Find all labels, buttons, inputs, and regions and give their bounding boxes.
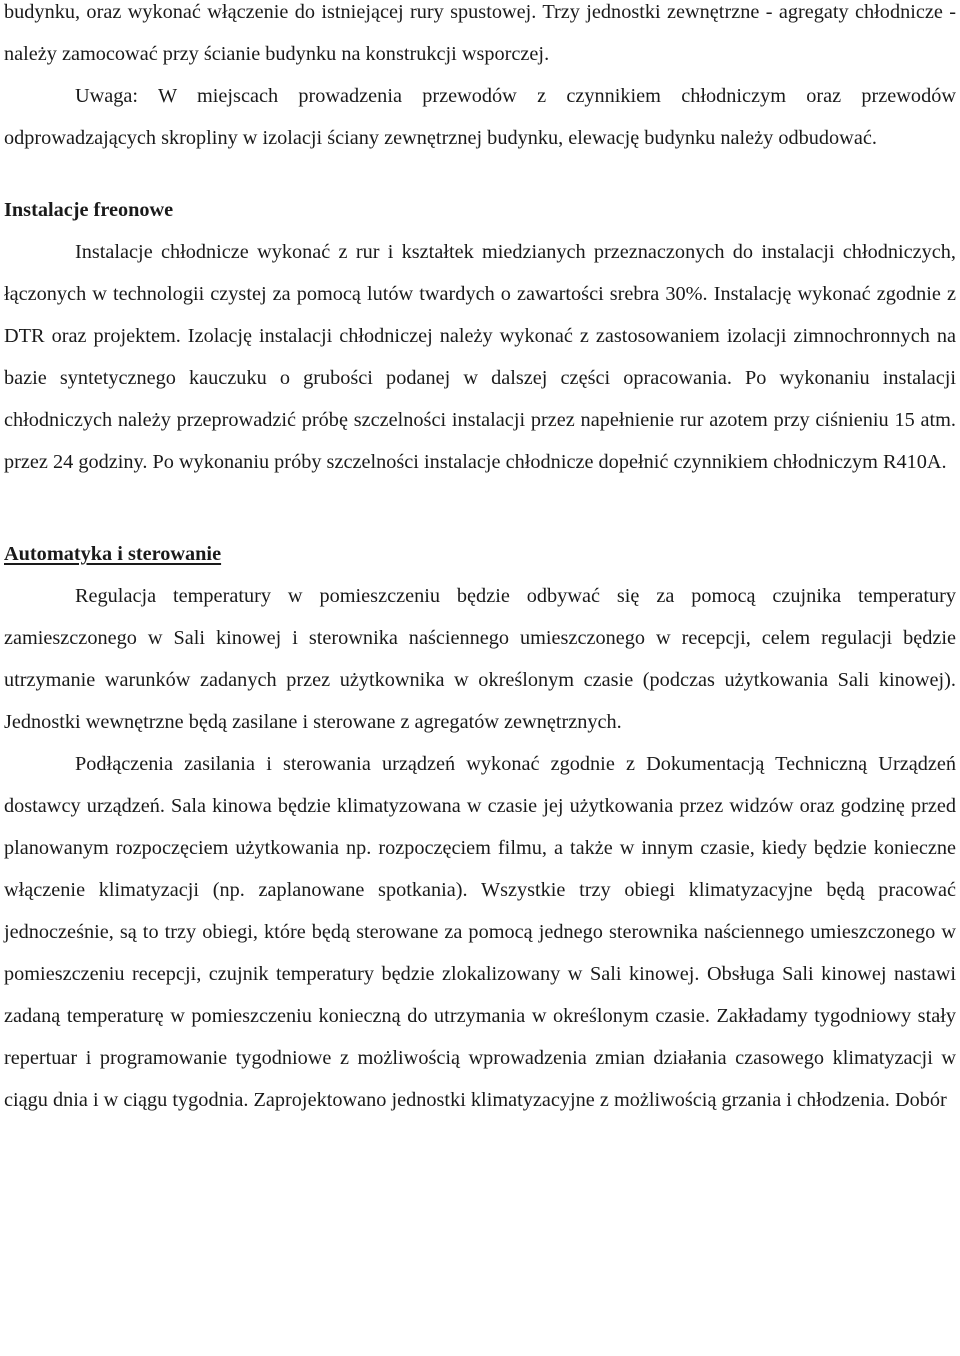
- document-page: [4, 0, 956, 1121]
- spacer: [4, 159, 956, 189]
- section-heading-automation: Automatyka i sterowanie: [4, 543, 222, 565]
- section-heading-freon: Instalacje freonowe: [4, 199, 174, 221]
- paragraph-automation-2: Podłączenia zasilania i sterowania urządzeń wykonać zgodnie z Dokumentacją Techniczną Urządzeń dostawcy urządzeń. Sala kinowa będzie klimatyzowana w czasie jej użytkowania przez widzów oraz godzinę przed planowanym rozpoczęciem użytkowania np. rozpoczęciem filmu, a także w innym czasie, kiedy będzie konieczne włączenie klimatyzacji (np. zaplanowane spotkania). Wszystkie trzy obiegi klimatyzacyjne będą pracować jednocześnie, są to trzy obiegi, które będą sterowane za pomocą jednego sterownika naściennego umieszczonego w pomieszczeniu recepcji, czujnik temperatury będzie zlokalizowany w Sali kinowej. Obsługa Sali kinowej nastawi zadaną temperaturę w pomieszczeniu konieczną do utrzymania w określonym czasie. Zakładamy tygodniowy stały repertuar i programowanie tygodniowe z możliwością wprowadzenia zmian działania czasowego klimatyzacji w ciągu dnia i w ciągu tygodnia. Zaprojektowano jednostki klimatyzacyjne z możliwością grzania i chłodzenia. Dobór: [4, 753, 956, 1111]
- paragraph-freon: Instalacje chłodnicze wykonać z rur i kształtek miedzianych przeznaczonych do instalacji chłodniczych, łączonych w technologii czystej za pomocą lutów twardych o zawartości srebra 30%. Instalację wykonać zgodnie z DTR oraz projektem. Izolację instalacji chłodniczej należy wykonać z zastosowaniem izolacji zimnochronnych na bazie syntetycznego kauczuku o grubości podanej w dalszej części opracowania. Po wykonaniu instalacji chłodniczych należy przeprowadzić próbę szczelności instalacji przez napełnienie rur azotem przy ciśnieniu 15 atm. przez 24 godziny. Po wykonaniu próby szczelności instalacje chłodnicze dopełnić czynnikiem chłodniczym R410A.: [4, 241, 956, 473]
- paragraph-continuation: budynku, oraz wykonać włączenie do istniejącej rury spustowej. Trzy jednostki zewnętrzne - agregaty chłodnicze - należy zamocować przy ścianie budynku na konstrukcji wsporczej.: [4, 1, 956, 65]
- paragraph-automation-1: Regulacja temperatury w pomieszczeniu będzie odbywać się za pomocą czujnika temperatury zamieszczonego w Sali kinowej i sterownika naściennego umieszczonego w recepcji, celem regulacji będzie utrzymanie warunków zadanych przez użytkownika w określonym czasie (podczas użytkowania Sali kinowej). Jednostki wewnętrzne będą zasilane i sterowane z agregatów zewnętrznych.: [4, 585, 956, 733]
- spacer: [4, 483, 956, 533]
- paragraph-note: Uwaga: W miejscach prowadzenia przewodów z czynnikiem chłodniczym oraz przewodów odprowadzających skropliny w izolacji ściany zewnętrznej budynku, elewację budynku należy odbudować.: [4, 85, 956, 149]
